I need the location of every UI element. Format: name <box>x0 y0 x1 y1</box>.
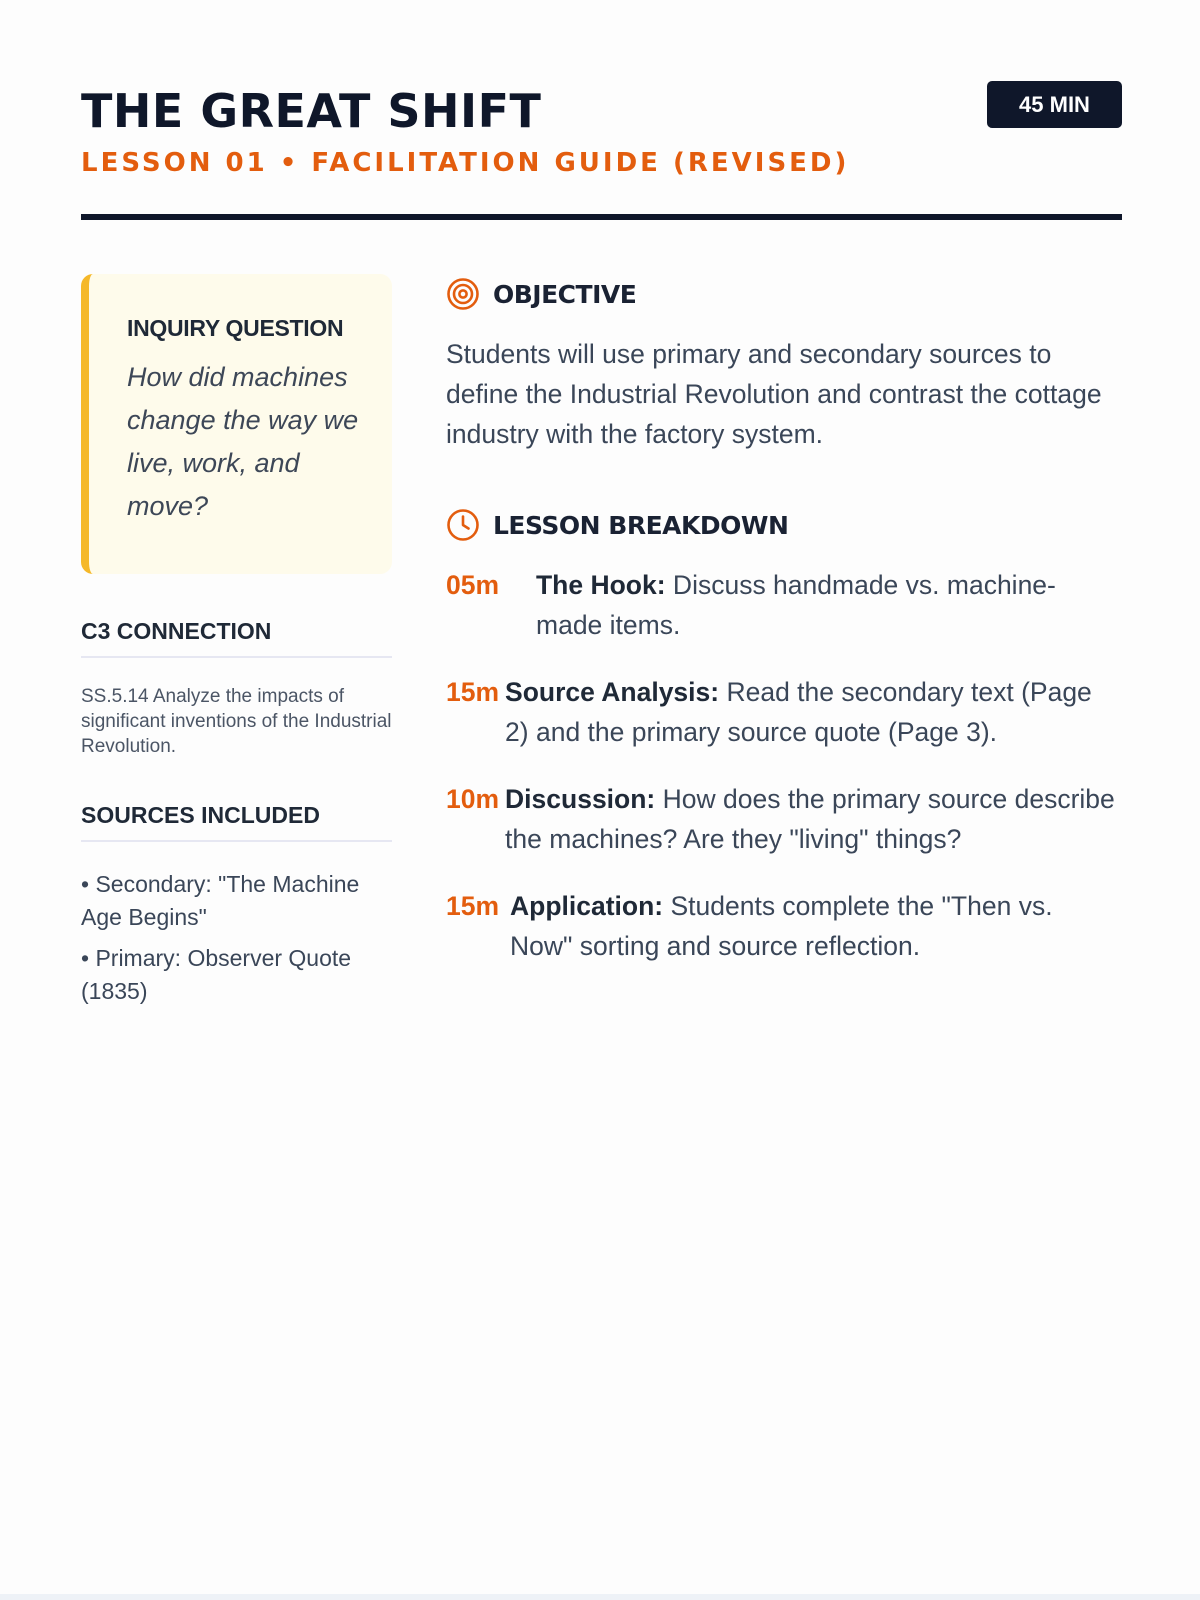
breakdown-item <box>446 779 1122 859</box>
lesson-breakdown-heading-label: LESSON BREAKDOWN <box>493 510 789 540</box>
c3-connection-text: SS.5.14 Analyze the impacts of significant inventions of the Industrial Revolution. <box>81 686 392 757</box>
target-icon <box>446 277 480 311</box>
breakdown-time: 15m <box>446 677 500 707</box>
main-content <box>446 276 1122 993</box>
breakdown-item <box>446 886 1122 966</box>
clock-icon <box>446 508 480 542</box>
header-divider <box>81 214 1122 220</box>
c3-connection-heading: C3 CONNECTION <box>81 617 392 658</box>
breakdown-item <box>446 565 1122 645</box>
breakdown-item <box>446 672 1122 752</box>
page-subtitle: LESSON 01 • FACILITATION GUIDE (REVISED) <box>81 148 850 178</box>
breakdown-text: How does the primary source describe the machines? Are they "living" things? <box>505 784 1115 854</box>
breakdown-description <box>536 565 1122 645</box>
breakdown-text: Read the secondary text (Page 2) and the primary source quote (Page 3). <box>505 677 1092 747</box>
lesson-breakdown-heading <box>446 507 1122 543</box>
source-item-primary: • Primary: Observer Quote (1835) <box>81 945 352 1004</box>
breakdown-title: Application: <box>510 891 664 921</box>
breakdown-time: 10m <box>446 784 500 814</box>
objective-text: Students will use primary and secondary sources to define the Industrial Revolution and contrast the cottage industry with the factory system. <box>446 339 1102 449</box>
duration-badge: 45 MIN <box>987 81 1122 128</box>
page-title: THE GREAT SHIFT <box>81 84 542 138</box>
inquiry-question-card <box>81 274 392 574</box>
breakdown-title: Source Analysis: <box>505 677 720 707</box>
breakdown-description <box>510 886 1122 966</box>
objective-heading-label: OBJECTIVE <box>493 279 637 309</box>
lesson-breakdown-list <box>446 565 1122 966</box>
objective-heading <box>446 276 1122 312</box>
breakdown-description <box>505 779 1122 859</box>
breakdown-time: 05m <box>446 570 500 600</box>
breakdown-title: The Hook: <box>536 570 666 600</box>
sources-heading: SOURCES INCLUDED <box>81 801 392 842</box>
breakdown-time: 15m <box>446 891 500 921</box>
source-item-secondary: • Secondary: "The Machine Age Begins" <box>81 871 360 930</box>
breakdown-text: Students complete the "Then vs. Now" sorting and source reflection. <box>510 891 1053 961</box>
sources-list <box>81 868 392 1008</box>
breakdown-description <box>505 672 1122 752</box>
inquiry-question-text: How did machines change the way we live, work, and move? <box>127 362 359 521</box>
sidebar <box>81 274 392 1016</box>
page-header <box>81 80 1122 182</box>
inquiry-question-label: INQUIRY QUESTION <box>127 315 344 341</box>
breakdown-text: Discuss handmade vs. machine-made items. <box>536 570 1056 640</box>
breakdown-title: Discussion: <box>505 784 656 814</box>
